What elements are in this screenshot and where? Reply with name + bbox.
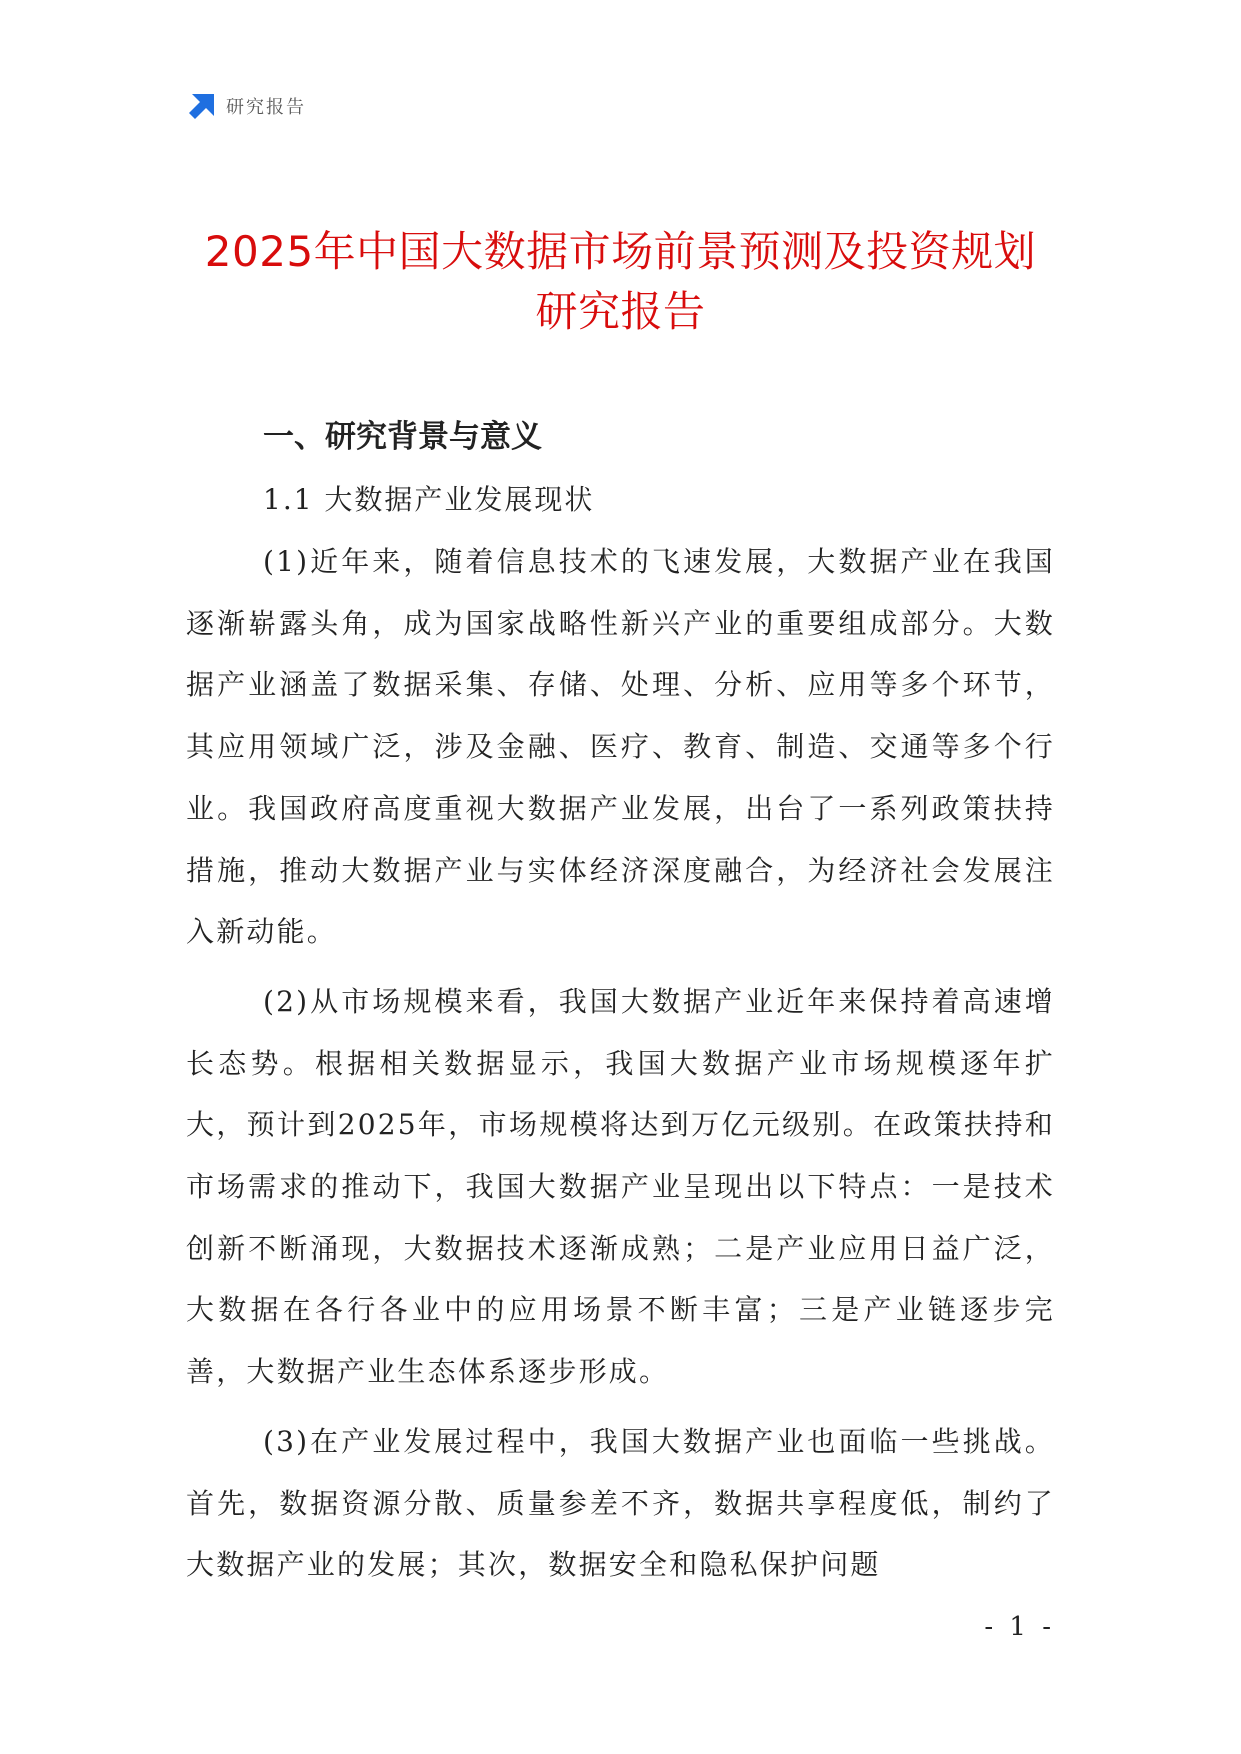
brand-label: 研究报告 bbox=[226, 97, 306, 118]
paragraph-1: (1)近年来，随着信息技术的飞速发展，大数据产业在我国逐渐崭露头角，成为国家战略性新兴产业的重要组成部分。大数据产业涵盖了数据采集、存储、处理、分析、应用等多个环节，其应用领域广泛，涉及金融、医疗、教育、制造、交通等多个行业。我国政府高度重视大数据产业发展，出台了一系列政策扶持措施，推动大数据产业与实体经济深度融合，为经济社会发展注入新动能。 bbox=[186, 545, 1055, 949]
document-header bbox=[186, 88, 306, 124]
section-heading: 一、研究背景与意义 bbox=[263, 419, 542, 455]
subsection-heading: 1.1 大数据产业发展现状 bbox=[263, 483, 595, 516]
paragraph-2: (2)从市场规模来看，我国大数据产业近年来保持着高速增长态势。根据相关数据显示，我国大数据产业市场规模逐年扩大，预计到2025年，市场规模将达到万亿元级别。在政策扶持和市场需求的推动下，我国大数据产业呈现出以下特点：一是技术创新不断涌现，大数据技术逐渐成熟；二是产业应用日益广泛，大数据在各行各业中的应用场景不断丰富；三是产业链逐步完善，大数据产业生态体系逐步形成。 bbox=[186, 984, 1055, 1389]
paragraph-3: (3)在产业发展过程中，我国大数据产业也面临一些挑战。首先，数据资源分散、质量参差不齐，数据共享程度低，制约了大数据产业的发展；其次，数据安全和隐私保护问题 bbox=[186, 1424, 1055, 1582]
document-body bbox=[186, 415, 1055, 1604]
document-title: 2025年中国大数据市场前景预测及投资规划研究报告 bbox=[204, 227, 1037, 336]
page-number: - 1 - bbox=[984, 1612, 1055, 1642]
arrow-up-right-icon bbox=[186, 90, 218, 122]
